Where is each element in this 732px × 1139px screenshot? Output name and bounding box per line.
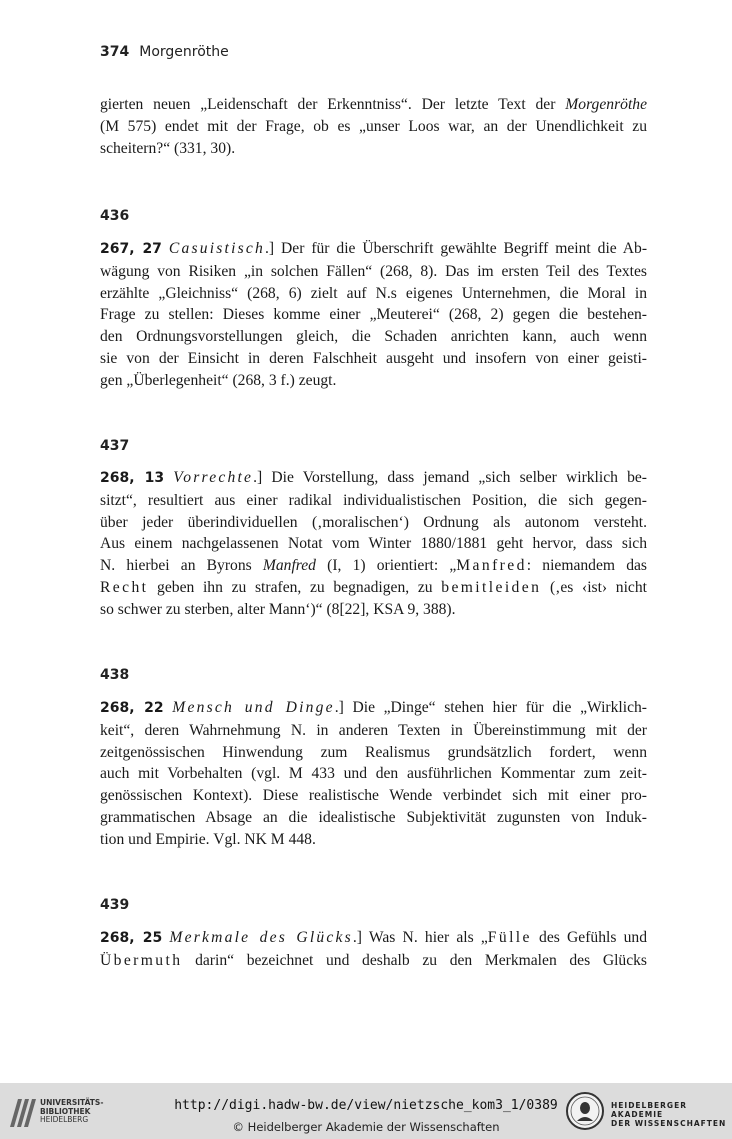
intro-paragraph: gierten neuen „Leidenschaft der Erkenntniss“. Der letzte Text der Morgenröthe (M 575) endet mit der Frage, ob es „unser Loos war, an der Unendlichkeit zu scheitern?“ (331, 30). [100, 96, 647, 157]
section-436-text: 267, 27 Casuistisch.] Der für die Überschrift gewählte Begriff meint die Ab- wägung von Risiken „in solchen Fällen“ (268, 8). Das im ersten Teil des Textes erzählte „Gleichniss“ (268, 6) zielt auf N.s eigenes Unternehmen, die Moral in Frage zu stellen: Dieses komme einer „Meuterei“ (268, 2) gegen die bestehen- den Ordnungsvorstellungen gleich, die Schaden anrichten kann, auch wenn sie von der Einsicht in deren Falschheit ausgeht und insofern von einer geisti- gen „Überlegenheit“ (268, 3 f.) zeugt. [100, 240, 648, 389]
university-library-label: UNIVERSITÄTS- BIBLIOTHEK HEIDELBERG [40, 1098, 104, 1124]
footer-bar [0, 1083, 732, 1139]
section-number-436: 436 [100, 208, 130, 224]
page-number: 374 [100, 44, 130, 60]
running-header [100, 44, 229, 60]
section-number-439: 439 [100, 897, 130, 913]
section-number-437: 437 [100, 438, 130, 454]
academy-seal-icon [565, 1091, 605, 1131]
source-url[interactable]: http://digi.hadw-bw.de/view/nietzsche_kom3_1/0389 [174, 1098, 558, 1113]
academy-label: HEIDELBERGER AKADEMIE DER WISSENSCHAFTEN [611, 1101, 727, 1128]
section-438-text: 268, 22 Mensch und Dinge.] Die „Dinge“ stehen hier für die „Wirklich- keit“, deren Wahrnehmung N. in anderen Texten in Übereinstimmung mit der zeitgenössischen Hinwendung zum Realismus grundsätzlich fordert, wenn auch mit Vorbehalten (vgl. M 433 und den ausführlichen Kommentar zum zeit- genössischen Kontext). Diese realistische Wende verbindet sich mit einer pro- grammatischen Absage an die idealistische Subjektivität zugunsten von Induk- tion und Empirie. Vgl. NK M 448. [100, 699, 647, 848]
copyright-notice: © Heidelberger Akademie der Wissenschaften [232, 1120, 500, 1134]
section-number-438: 438 [100, 667, 130, 683]
section-439-text: 268, 25 Merkmale des Glücks.] Was N. hier als „Fülle des Gefühls und Übermuth darin“ bezeichnet und deshalb zu den Merkmalen des Glücks [100, 929, 647, 969]
running-title: Morgenröthe [139, 44, 229, 60]
section-437-text: 268, 13 Vorrechte.] Die Vorstellung, dass jemand „sich selber wirklich be- sitzt“, resultiert aus einer radikal individualistischen Position, die sich gegen- über jeder überindividuellen (‚moralischen‘) Ordnung als autonom versteht. Aus einem nachgelassenen Notat vom Winter 1880/1881 geht hervor, dass sich N. hierbei an Byrons Manfred (I, 1) orientiert: „Manfred: niemandem das Recht geben ihn zu strafen, zu begnadigen, zu bemitleiden (‚es ‹ist› nicht so schwer zu sterben, alter Mann‘)“ (8[22], KSA 9, 388). [100, 469, 647, 618]
